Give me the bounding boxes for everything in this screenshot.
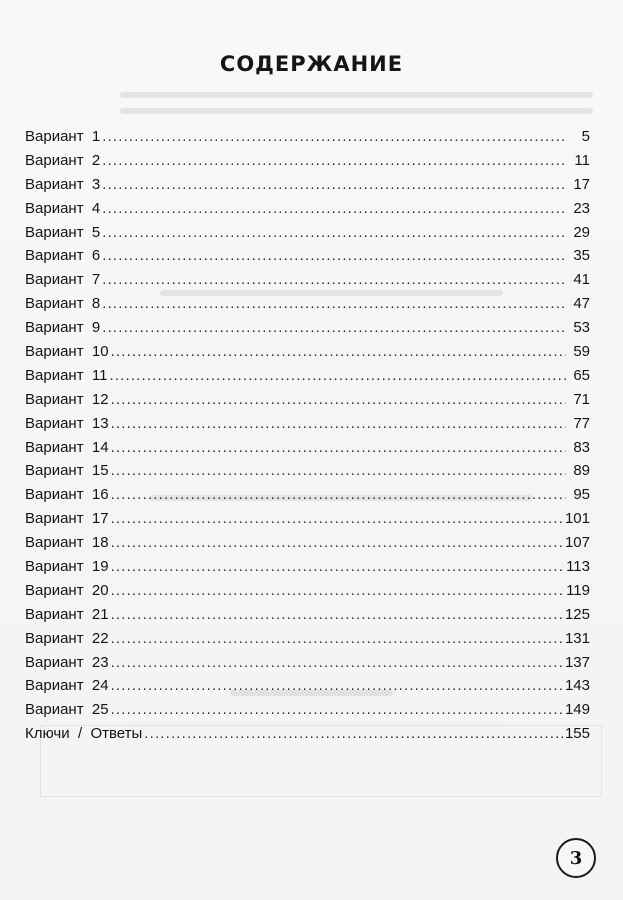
toc-row[interactable]	[25, 603, 615, 627]
toc-label: Вариант 14	[25, 438, 109, 456]
dot-leader	[111, 651, 563, 675]
toc-row[interactable]	[25, 173, 615, 197]
dot-leader	[111, 459, 566, 483]
dot-leader	[111, 674, 563, 698]
dot-leader	[102, 125, 566, 149]
toc-row[interactable]	[25, 316, 615, 340]
toc-page-number: 53	[573, 319, 590, 337]
toc-label: Вариант 4	[25, 199, 101, 217]
toc-page-number: 101	[564, 510, 590, 528]
dot-leader	[102, 316, 566, 340]
toc-label: Вариант 25	[25, 701, 109, 719]
toc-label: Вариант 12	[25, 390, 109, 408]
toc-row[interactable]	[25, 651, 615, 675]
toc-row[interactable]	[25, 531, 615, 555]
toc-row[interactable]	[25, 555, 615, 579]
toc-page-number: 107	[564, 534, 590, 552]
toc-page-number: 5	[581, 128, 590, 145]
toc-row[interactable]	[25, 483, 615, 507]
toc-label: Вариант 13	[25, 414, 109, 432]
toc-label: Вариант 7	[25, 271, 101, 289]
toc-label: Вариант 24	[25, 677, 109, 695]
dot-leader	[111, 388, 566, 412]
toc-label: Вариант 3	[25, 175, 101, 193]
toc-label: Вариант 8	[25, 295, 101, 313]
toc-page-number: 131	[564, 629, 590, 647]
toc-row[interactable]	[25, 125, 615, 149]
table-of-contents	[25, 125, 615, 746]
dot-leader	[111, 436, 566, 460]
toc-page-number: 47	[573, 295, 590, 313]
page-title: СОДЕРЖАНИЕ	[219, 52, 404, 76]
toc-page-number: 149	[564, 701, 590, 719]
toc-row[interactable]	[25, 674, 615, 698]
dot-leader	[111, 627, 563, 651]
toc-row[interactable]	[25, 507, 615, 531]
toc-row[interactable]	[25, 197, 615, 221]
toc-label: Вариант 1	[25, 128, 101, 145]
dot-leader	[109, 364, 566, 388]
toc-label: Вариант 9	[25, 319, 101, 337]
toc-row[interactable]	[25, 268, 615, 292]
toc-row[interactable]	[25, 244, 615, 268]
toc-row[interactable]	[25, 436, 615, 460]
toc-row[interactable]	[25, 340, 615, 364]
dot-leader	[111, 698, 563, 722]
dot-leader	[111, 531, 563, 555]
toc-label: Вариант 15	[25, 462, 109, 480]
toc-page-number: 77	[573, 414, 590, 432]
toc-label: Вариант 16	[25, 486, 109, 504]
toc-page-number: 143	[564, 677, 590, 695]
dot-leader	[102, 149, 566, 173]
dot-leader	[102, 197, 566, 221]
toc-row[interactable]	[25, 221, 615, 245]
dot-leader	[102, 268, 566, 292]
toc-row[interactable]	[25, 149, 615, 173]
dot-leader	[111, 555, 564, 579]
toc-page-number: 59	[573, 343, 590, 361]
toc-row[interactable]	[25, 412, 615, 436]
toc-label: Вариант 20	[25, 581, 109, 599]
toc-page-number: 83	[573, 438, 590, 456]
dot-leader	[111, 483, 566, 507]
toc-label: Вариант 18	[25, 534, 109, 552]
toc-row[interactable]	[25, 364, 615, 388]
dot-leader	[111, 507, 563, 531]
toc-row[interactable]	[25, 579, 615, 603]
toc-page-number: 17	[573, 175, 590, 193]
toc-label: Вариант 6	[25, 247, 101, 265]
dot-leader	[111, 412, 566, 436]
toc-row[interactable]	[25, 459, 615, 483]
toc-label: Вариант 10	[25, 343, 109, 361]
dot-leader	[102, 292, 566, 316]
toc-page-number: 125	[564, 605, 590, 623]
dot-leader	[102, 244, 566, 268]
toc-row[interactable]	[25, 722, 615, 746]
toc-page-number: 113	[566, 558, 590, 576]
toc-page-number: 11	[574, 151, 590, 169]
toc-label: Вариант 17	[25, 510, 109, 528]
dot-leader	[111, 340, 566, 364]
page-number-badge	[556, 838, 596, 878]
toc-label: Вариант 5	[25, 223, 101, 241]
toc-row[interactable]	[25, 698, 615, 722]
toc-page-number: 65	[573, 366, 590, 384]
dot-leader	[102, 173, 566, 197]
toc-page-number: 35	[573, 247, 590, 265]
toc-page-number: 29	[573, 223, 590, 241]
toc-label: Вариант 11	[25, 366, 108, 384]
toc-label: Вариант 19	[25, 558, 109, 576]
dot-leader	[111, 579, 564, 603]
dot-leader	[111, 603, 563, 627]
toc-page-number: 41	[573, 271, 590, 289]
toc-page-number: 137	[564, 653, 590, 671]
toc-label: Вариант 21	[25, 605, 109, 623]
toc-label: Ключи / Ответы	[25, 725, 143, 743]
dot-leader	[102, 221, 566, 245]
toc-row[interactable]	[25, 292, 615, 316]
toc-page-number: 23	[573, 199, 590, 217]
toc-row[interactable]	[25, 627, 615, 651]
toc-label: Вариант 2	[25, 151, 101, 169]
toc-row[interactable]	[25, 388, 615, 412]
toc-page-number: 95	[573, 486, 590, 504]
toc-label: Вариант 22	[25, 629, 109, 647]
toc-page-number: 155	[564, 725, 590, 743]
dot-leader	[144, 722, 563, 746]
toc-page-number: 119	[566, 581, 590, 599]
toc-page-number: 89	[573, 462, 590, 480]
page-number: 3	[569, 847, 583, 869]
toc-label: Вариант 23	[25, 653, 109, 671]
toc-page-number: 71	[573, 390, 590, 408]
